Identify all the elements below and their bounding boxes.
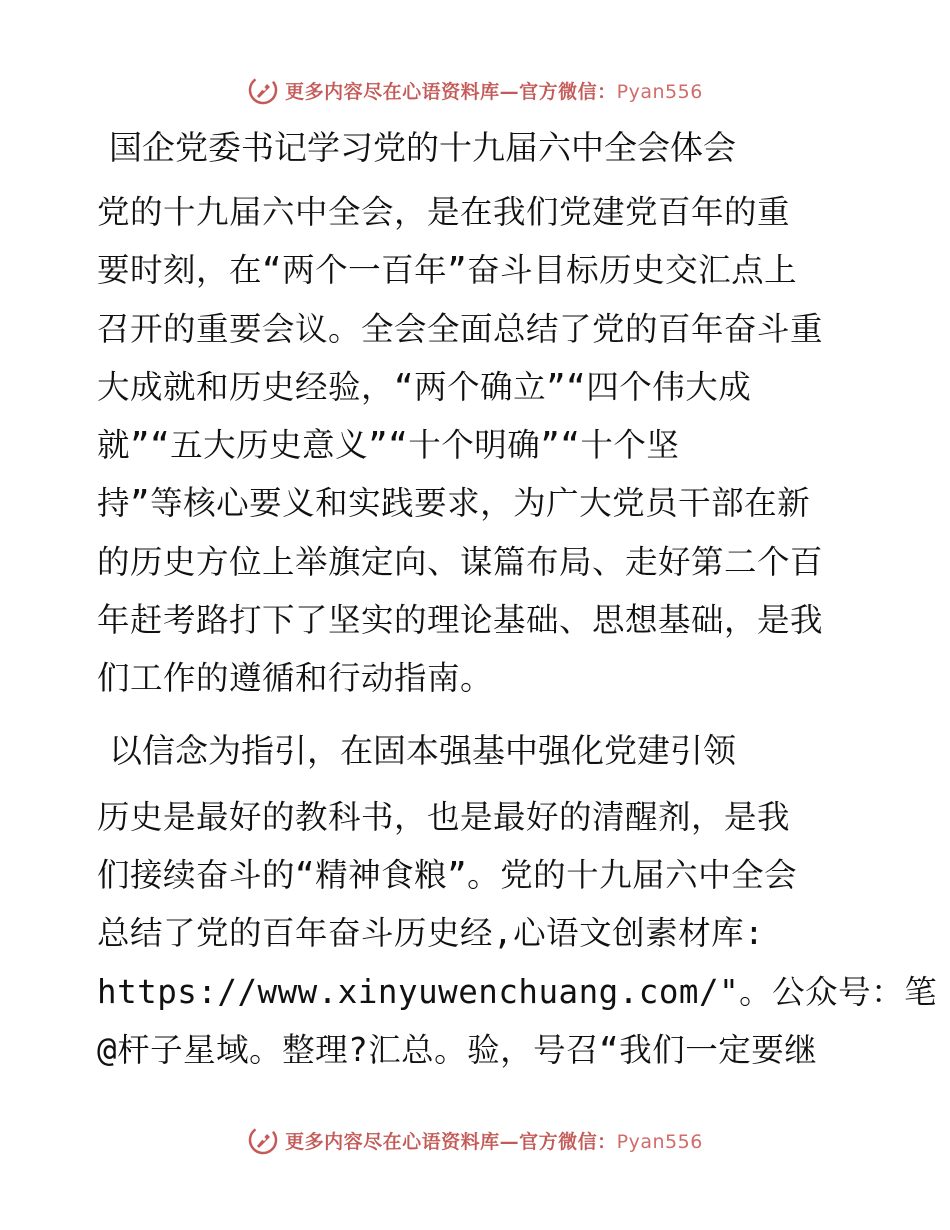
pen-nib-logo-icon bbox=[247, 74, 279, 106]
paragraph-line: 们工作的遵循和行动指南。 bbox=[97, 659, 494, 698]
paragraph-line: 总结了党的百年奋斗历史经,心语文创素材库: bbox=[97, 914, 765, 953]
paragraph-line: 们接续奋斗的“精神食粮”。党的十九届六中全会 bbox=[97, 855, 798, 894]
paragraph-line: 年赶考路打下了坚实的理论基础、思想基础，是我 bbox=[97, 601, 824, 640]
banner-wechat-id: Pyan556 bbox=[616, 1130, 703, 1153]
paragraph-1 bbox=[97, 183, 857, 708]
paragraph-line: 党的十九届六中全会，是在我们党建党百年的重 bbox=[97, 193, 791, 231]
banner-wechat-id: Pyan556 bbox=[616, 80, 703, 103]
section-heading: 以信念为指引，在固本强基中强化党建引领 bbox=[109, 730, 736, 770]
document-body bbox=[97, 120, 938, 1079]
paragraph-line: 的历史方位上举旗定向、谋篇布局、走好第二个百 bbox=[97, 542, 824, 581]
paragraph-line: 持”等核心要义和实践要求，为广大党员干部在新 bbox=[97, 484, 811, 523]
banner-text: 更多内容尽在心语资料库—官方微信：Pyan556 bbox=[285, 1130, 703, 1153]
banner-text: 更多内容尽在心语资料库—官方微信：Pyan556 bbox=[285, 80, 703, 103]
header-banner bbox=[0, 70, 950, 110]
paragraph-line: @杆子星域。整理?汇总。验，号召“我们一定要继 bbox=[97, 1030, 818, 1069]
pen-nib-logo-icon bbox=[247, 1124, 279, 1156]
paragraph-line: 要时刻，在“两个一百年”奋斗目标历史交汇点上 bbox=[97, 251, 798, 290]
footer-banner bbox=[0, 1120, 950, 1160]
paragraph-line: https://www.xinyuwenchuang.com/"。公众号：笔 bbox=[97, 972, 938, 1011]
paragraph-line: 就”“五大历史意义”“十个明确”“十个坚 bbox=[97, 426, 680, 465]
paragraph-line: 大成就和历史经验，“两个确立”“四个伟大成 bbox=[97, 367, 752, 406]
paragraph-line: 召开的重要会议。全会全面总结了党的百年奋斗重 bbox=[97, 309, 824, 348]
paragraph-2 bbox=[97, 788, 938, 1079]
document-title: 国企党委书记学习党的十九届六中全会体会 bbox=[109, 128, 736, 167]
paragraph-line: 历史是最好的教科书，也是最好的清醒剂，是我 bbox=[97, 797, 791, 836]
